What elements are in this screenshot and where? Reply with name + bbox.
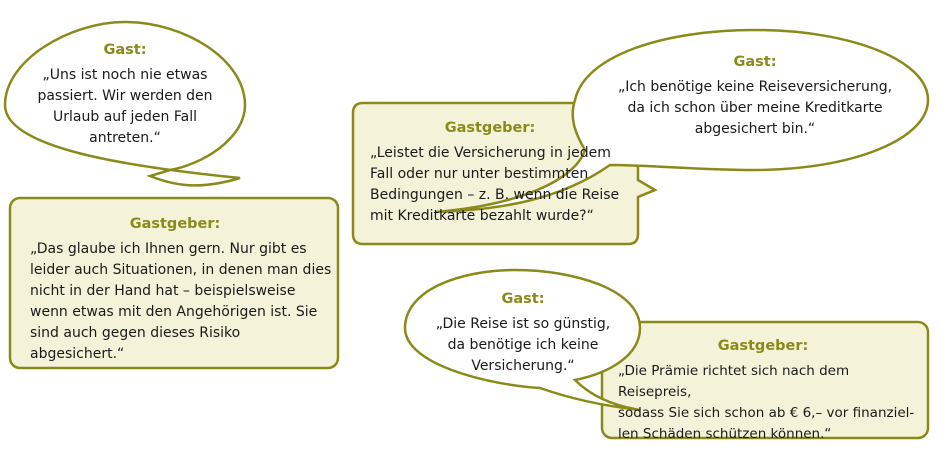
speaker-label: Gastgeber: <box>129 216 221 232</box>
speech-text: „Leistet die Versicherung in jedem Fall oder nur unter bestimmten Bedingungen – z. B. wenn die Reise mit Kreditkarte bezahlt wurde?“ <box>370 145 620 224</box>
speaker-label: Gast: <box>501 291 545 307</box>
dialogue-host-3 <box>606 336 924 445</box>
speech-text: „Ich benötige keine Reiseversicherung, da ich schon über meine Kreditkarte abgesichert bin.“ <box>617 79 893 137</box>
speaker-label: Gastgeber: <box>717 338 809 354</box>
dialogue-guest-1 <box>20 40 230 149</box>
speech-text: „Die Reise ist so günstig, da benötige ich keine Versicherung.“ <box>435 316 611 374</box>
speaker-label: Gastgeber: <box>444 120 536 136</box>
speech-text: „Das glaube ich Ihnen gern. Nur gibt es leider auch Situationen, in denen man dies nicht in der Hand hat – beispielsweise wenn etwas mit den Angehörigen ist. Sie sind auch gegen dieses Risiko abgesichert.“ <box>30 241 332 362</box>
speaker-label: Gast: <box>733 54 777 70</box>
dialogue-guest-2 <box>595 52 915 140</box>
speech-text: „Die Prämie richtet sich nach dem Reisepreis, sodass Sie sich schon ab € 6,– vor finanziel- len Schäden schützen können.“ <box>618 363 915 442</box>
dialogue-host-1 <box>14 214 334 365</box>
speaker-label: Gast: <box>103 42 147 58</box>
speech-text: „Uns ist noch nie etwas passiert. Wir werden den Urlaub auf jeden Fall antreten.“ <box>37 67 213 146</box>
dialogue-host-2 <box>358 118 634 227</box>
dialogue-guest-3 <box>418 289 628 377</box>
